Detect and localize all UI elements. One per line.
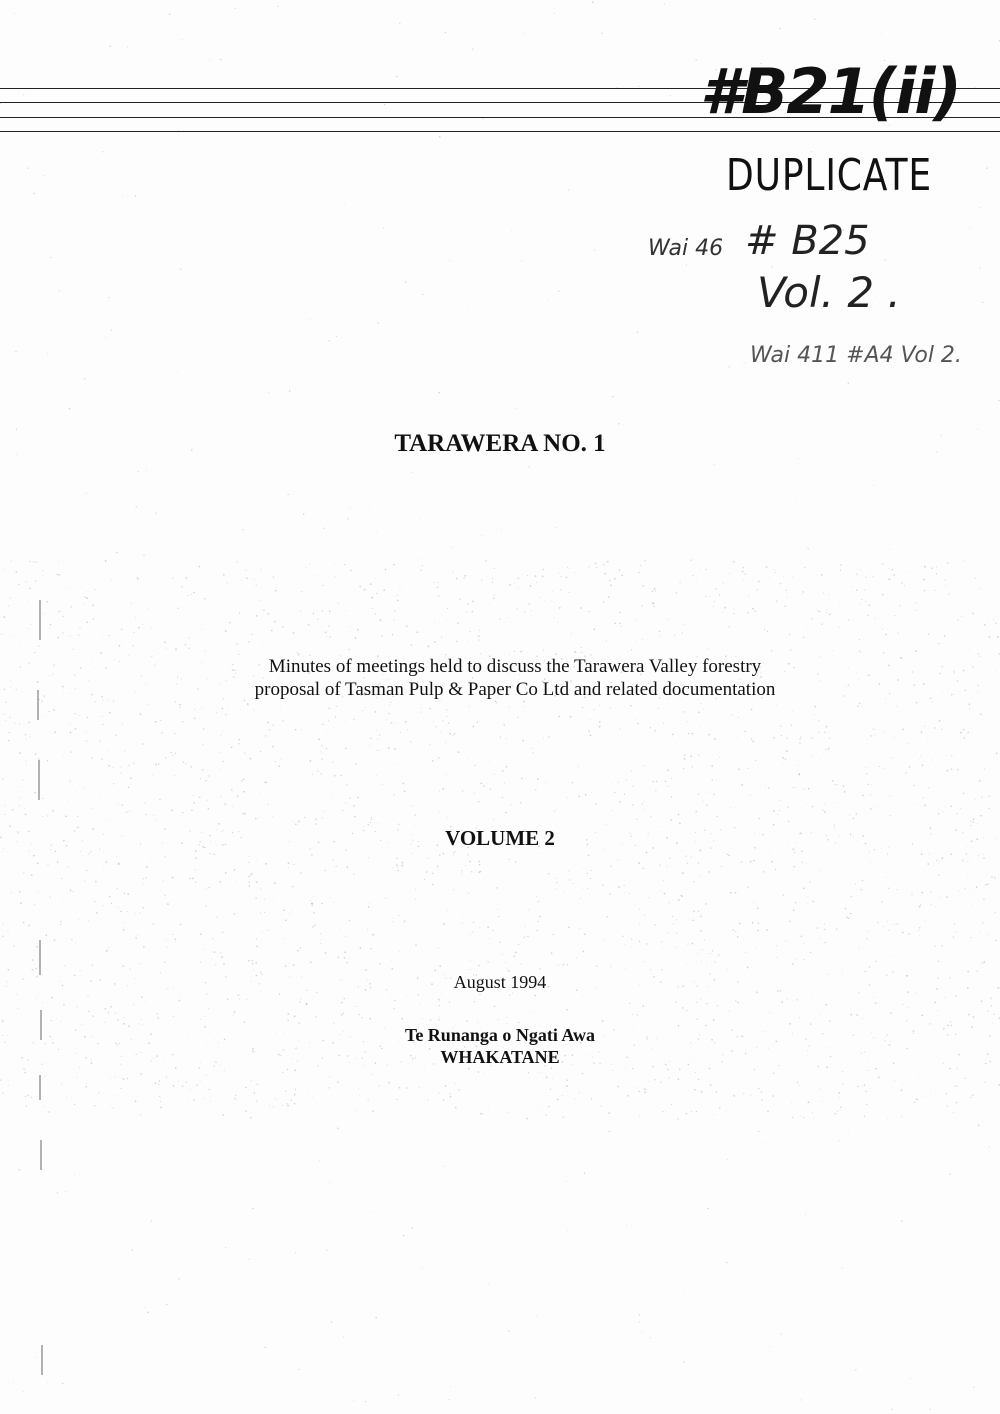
description-line-1: Minutes of meetings held to discuss the Tarawera Valley forestry bbox=[268, 656, 762, 677]
publisher-name: Te Runanga o Ngati Awa bbox=[404, 1025, 596, 1045]
duplicate-stamp: DUPLICATE bbox=[726, 150, 932, 201]
top-rule-4 bbox=[0, 131, 1000, 132]
publisher-location: WHAKATANE bbox=[440, 1047, 560, 1067]
document-description bbox=[150, 655, 880, 701]
handwritten-document-code: #B21(ii) bbox=[700, 55, 960, 128]
description-line-2: proposal of Tasman Pulp & Paper Co Ltd and related documentation bbox=[254, 679, 776, 700]
handwritten-secondary-ref: Wai 411 #A4 Vol 2. bbox=[750, 343, 962, 368]
publisher-block bbox=[0, 1024, 1000, 1068]
handwritten-ref-prefix: Wai 46 bbox=[648, 236, 724, 261]
volume-heading: VOLUME 2 bbox=[445, 826, 555, 850]
handwritten-volume: Vol. 2 . bbox=[757, 268, 901, 317]
page-title: TARAWERA NO. 1 bbox=[394, 430, 606, 457]
handwritten-ref-number: # B25 bbox=[745, 218, 870, 264]
publication-date: August 1994 bbox=[453, 972, 547, 992]
